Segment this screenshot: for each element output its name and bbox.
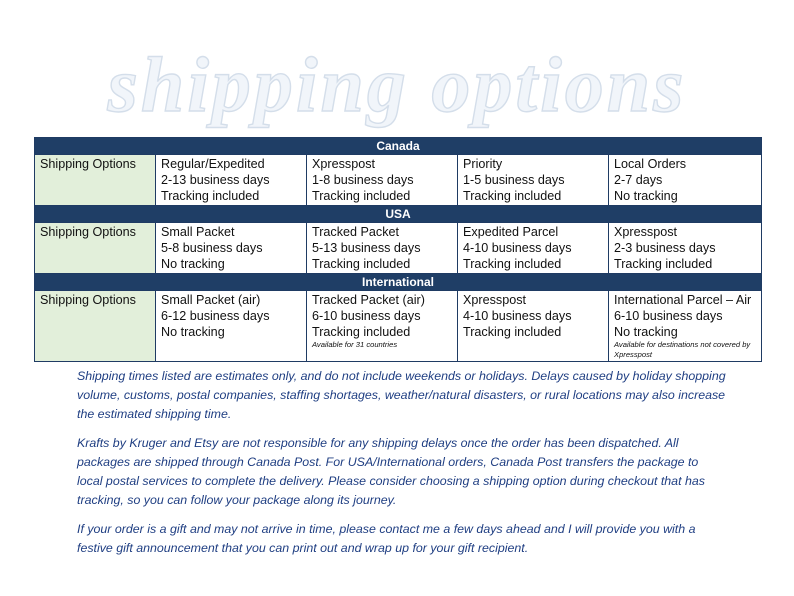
option-name: Regular/Expedited [161, 157, 265, 171]
shipping-notes [77, 367, 727, 568]
note-estimates: Shipping times listed are estimates only, and do not include weekends or holidays. Delays caused by holiday shopping volume, customs, postal companies, staffing shortages, weather/natural disasters, or rural locations may also increase the estimated shipping time. [77, 369, 726, 421]
option-time: 1-5 business days [463, 173, 565, 187]
option-tracking: Tracking included [312, 325, 411, 339]
option-cell [458, 223, 609, 274]
option-tracking: Tracking included [614, 257, 713, 271]
option-time: 5-8 business days [161, 241, 263, 255]
row-label: Shipping Options [35, 155, 156, 206]
option-tracking: Tracking included [463, 325, 562, 339]
option-name: Xpresspost [463, 293, 526, 307]
option-tracking: Tracking included [312, 257, 411, 271]
option-tracking: Tracking included [463, 257, 562, 271]
region-header: International [35, 274, 762, 291]
shipping-options-table [34, 137, 762, 362]
option-cell [609, 223, 762, 274]
option-time: 6-12 business days [161, 309, 270, 323]
option-name: Xpresspost [312, 157, 375, 171]
option-time: 6-10 business days [312, 309, 421, 323]
option-cell [156, 291, 307, 362]
option-time: 6-10 business days [614, 309, 723, 323]
option-tracking: Tracking included [463, 189, 562, 203]
option-cell [458, 291, 609, 362]
region-header: Canada [35, 138, 762, 155]
option-note: Available for 31 countries [312, 340, 398, 349]
page-title: shipping options [107, 41, 687, 128]
region-header-row [35, 206, 762, 223]
option-cell [458, 155, 609, 206]
option-name: Small Packet [161, 225, 235, 239]
option-tracking: No tracking [614, 325, 678, 339]
region-header: USA [35, 206, 762, 223]
option-time: 1-8 business days [312, 173, 414, 187]
option-cell [307, 155, 458, 206]
option-tracking: No tracking [161, 325, 225, 339]
option-cell [156, 223, 307, 274]
row-label: Shipping Options [35, 291, 156, 362]
option-tracking: Tracking included [312, 189, 411, 203]
option-name: Priority [463, 157, 503, 171]
option-name: Expedited Parcel [463, 225, 559, 239]
option-name: Xpresspost [614, 225, 677, 239]
option-name: Tracked Packet (air) [312, 293, 425, 307]
row-label: Shipping Options [35, 223, 156, 274]
region-header-row [35, 274, 762, 291]
note-responsibility: Krafts by Kruger and Etsy are not responsible for any shipping delays once the order has been dispatched. All packages are shipped through Canada Post. For USA/International orders, Canada Post transfers the package to local postal services to complete the delivery. Please consider choosing a shipping option during checkout that has tracking, so you can follow your package along its journey. [77, 436, 705, 507]
option-time: 2-13 business days [161, 173, 270, 187]
option-note: Available for destinations not covered by Xpresspost [614, 340, 751, 359]
option-time: 5-13 business days [312, 241, 421, 255]
option-name: Tracked Packet [312, 225, 400, 239]
table-row [35, 291, 762, 362]
option-name: International Parcel – Air [614, 293, 752, 307]
option-cell [307, 291, 458, 362]
option-time: 4-10 business days [463, 309, 572, 323]
option-tracking: No tracking [161, 257, 225, 271]
option-name: Local Orders [614, 157, 687, 171]
option-time: 2-7 days [614, 173, 663, 187]
option-time: 2-3 business days [614, 241, 716, 255]
option-tracking: No tracking [614, 189, 678, 203]
option-tracking: Tracking included [161, 189, 260, 203]
option-cell [156, 155, 307, 206]
option-cell [307, 223, 458, 274]
option-name: Small Packet (air) [161, 293, 261, 307]
note-gift: If your order is a gift and may not arrive in time, please contact me a few days ahead and I will provide you with a festive gift announcement that you can print out and wrap up for your gift recipient. [77, 522, 696, 555]
table-row [35, 223, 762, 274]
option-cell [609, 291, 762, 362]
option-cell [609, 155, 762, 206]
table-row [35, 155, 762, 206]
region-header-row [35, 138, 762, 155]
option-time: 4-10 business days [463, 241, 572, 255]
